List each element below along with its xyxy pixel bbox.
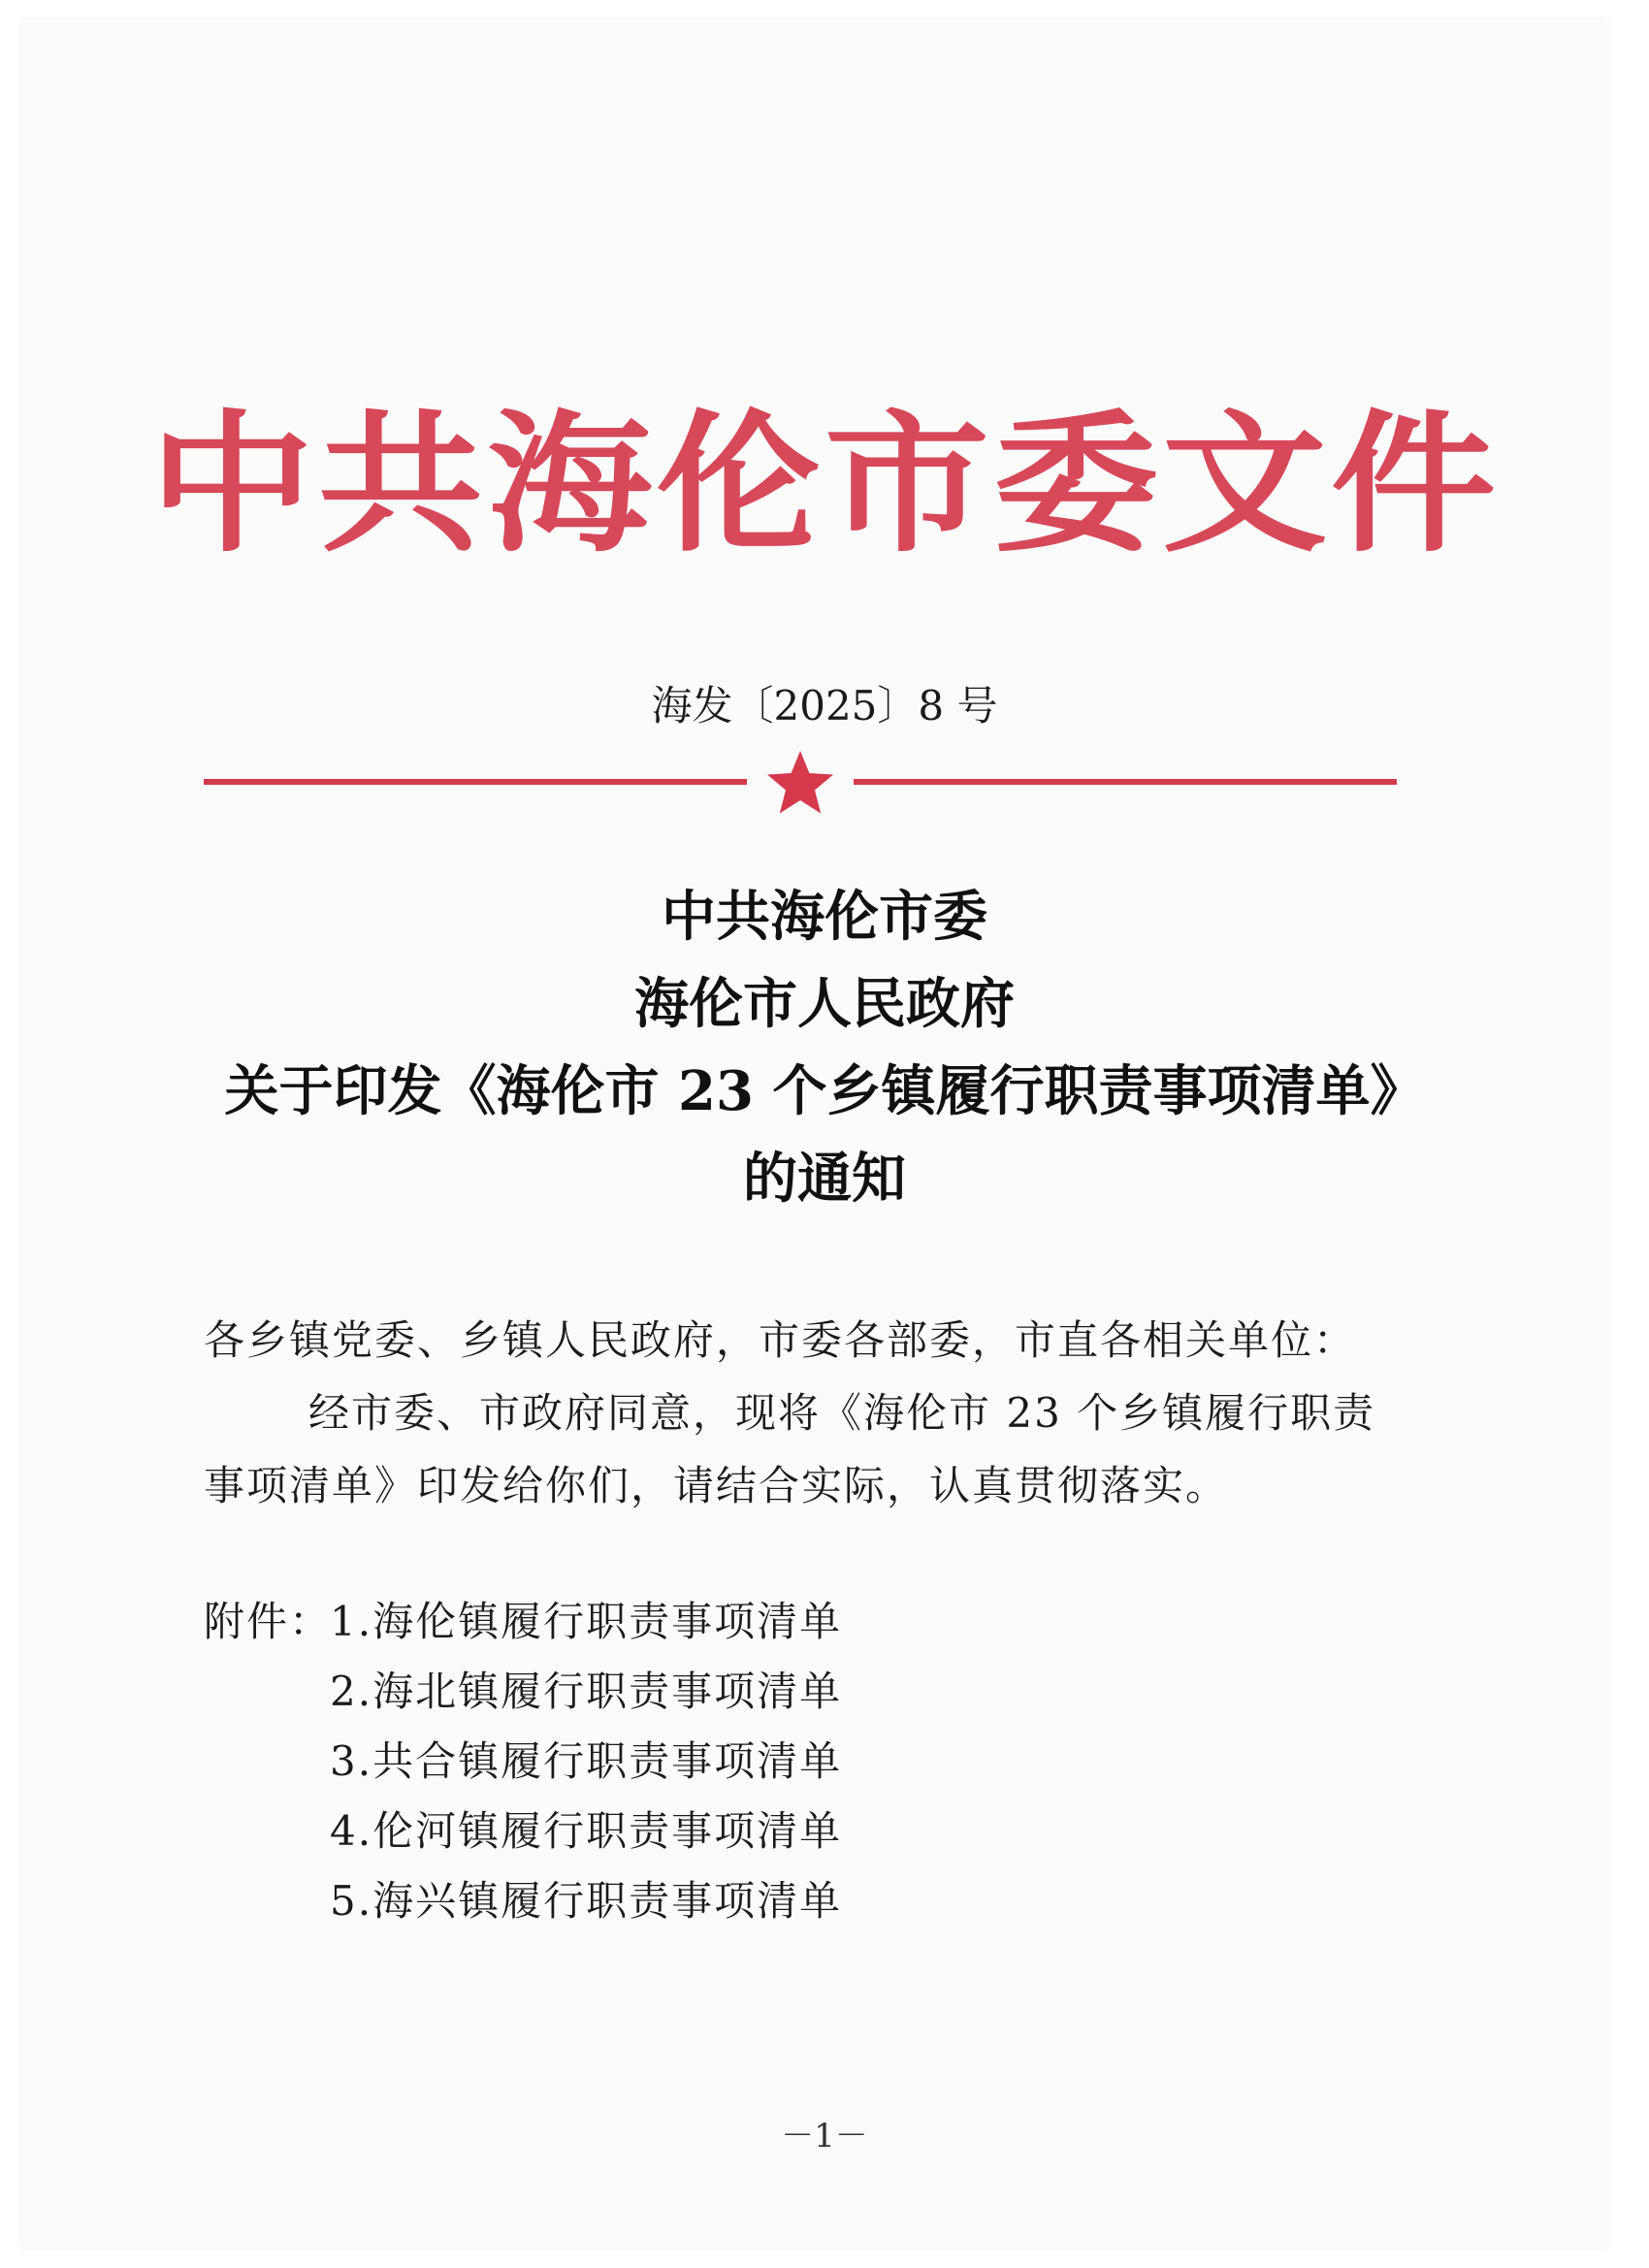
red-divider-with-star [204,747,1397,815]
paragraph-line-2: 事项清单》印发给你们，请结合实际，认真贯彻落实。 [204,1462,1229,1509]
star-icon [767,751,833,814]
headline-line-1: 中共海伦市委 [662,885,987,949]
attachment-item: 5.海兴镇履行职责事项清单 [330,1877,843,1925]
divider-line-left [204,779,747,785]
headline-line-3: 关于印发《海伦市 23 个乡镇履行职责事项清单》 [224,1059,1425,1123]
attachments-label: 附件： [204,1598,333,1645]
attachment-item: 3.共合镇履行职责事项清单 [330,1737,843,1785]
divider-line-right [854,779,1397,785]
red-header-title: 中共海伦市委文件 [148,396,1500,574]
recipients-line: 各乡镇党委、乡镇人民政府，市委各部委，市直各相关单位： [204,1316,1357,1364]
document-number: 海发〔2025〕8 号 [651,682,998,729]
headline-line-2: 海伦市人民政府 [634,972,1015,1036]
attachment-item: 4.伦河镇履行职责事项清单 [330,1807,843,1855]
headline-line-4: 的通知 [743,1147,906,1211]
paragraph-line-1: 经市委、市政府同意，现将《海伦市 23 个乡镇履行职责 [308,1389,1376,1437]
attachment-item: 1.海伦镇履行职责事项清单 [330,1598,843,1645]
page-number: －1－ [781,2117,868,2155]
attachment-item: 2.海北镇履行职责事项清单 [330,1668,843,1715]
